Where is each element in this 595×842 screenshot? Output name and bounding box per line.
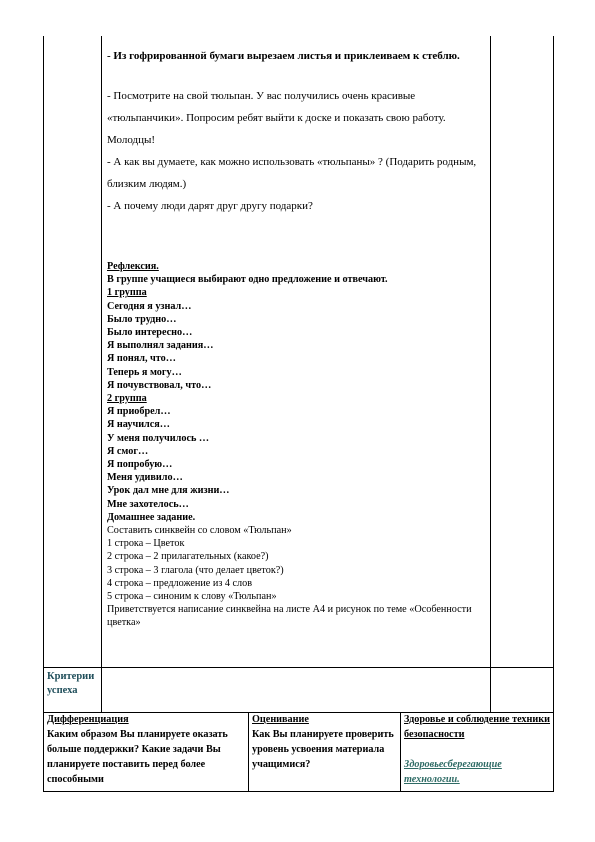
list-item: Сегодня я узнал… [107, 300, 192, 312]
lesson-paragraph: - А почему люди дарят друг другу подарки? [107, 200, 313, 212]
list-item: Я понял, что… [107, 353, 176, 365]
health-text: Здоровьесберегающие технологии. [404, 759, 502, 785]
evaluation-title: Оценивание [252, 714, 309, 725]
list-item: Я выполнял задания… [107, 340, 214, 352]
bottom-divider-2 [400, 712, 401, 792]
homework-line: 2 строка – 2 прилагательных (какое?) [107, 551, 269, 563]
list-item: Я почувствовал, что… [107, 379, 212, 391]
lesson-paragraph: - А как вы думаете, как можно использовать «тюльпаны» ? (Подарить родным, близким людям.) [107, 156, 477, 190]
list-item: Урок дал мне для жизни… [107, 485, 230, 497]
list-item: Я попробую… [107, 459, 173, 471]
table-bottom-border [43, 791, 554, 792]
health-title: Здоровье и соблюдение техники безопасности [404, 714, 551, 740]
list-item: Я приобрел… [107, 406, 171, 418]
homework-line: 3 строка – 3 глагола (что делает цветок?) [107, 564, 284, 576]
list-item: Было трудно… [107, 313, 177, 325]
list-item: У меня получилось … [107, 432, 210, 444]
homework-line: Составить синквейн со словом «Тюльпан» [107, 525, 292, 537]
differentiation-text: Каким образом Вы планируете оказать больше поддержки? Какие задачи Вы планируете поставить перед более способными [47, 729, 228, 785]
list-item: Было интересно… [107, 327, 193, 339]
list-item: Я смог… [107, 445, 149, 457]
reflection-title: Рефлексия. [107, 261, 159, 272]
group1-label: 1 группа [107, 287, 147, 299]
table-left-border [43, 36, 44, 792]
column-divider-1 [101, 36, 102, 712]
homework-line: 5 строка – синоним к слову «Тюльпан» [107, 591, 277, 603]
differentiation-cell [47, 712, 246, 787]
list-item: Мне захотелось… [107, 498, 189, 510]
list-item: Теперь я могу… [107, 366, 182, 378]
health-cell [404, 712, 550, 787]
evaluation-text: Как Вы планируете проверить уровень усвоения материала учащимися? [252, 729, 394, 770]
homework-title: Домашнее задание. [107, 511, 196, 523]
homework-line: 4 строка – предложение из 4 слов [107, 577, 253, 589]
homework-line: Приветствуется написание синквейна на листе А4 и рисунок по теме «Особенности цветка» [107, 604, 472, 629]
lesson-paragraph: - Посмотрите на свой тюльпан. У вас получились очень красивые «тюльпанчики». Попросим ребят выйти к доске и показать свою работу. Молодцы! [107, 90, 446, 146]
list-item: Меня удивило… [107, 472, 183, 484]
criteria-label: Критерии успеха [47, 671, 95, 696]
criteria-row-top [43, 667, 554, 668]
reflection-block [107, 260, 492, 630]
reflection-intro: В группе учащиеся выбирают одно предложение и отвечают. [107, 274, 388, 286]
differentiation-title: Дифференциация [47, 714, 129, 725]
evaluation-cell [252, 712, 397, 772]
lesson-instruction: - Из гофрированной бумаги вырезаем листья и приклеиваем к стеблю. [107, 50, 460, 62]
lesson-text-block [107, 44, 487, 217]
homework-line: 1 строка – Цветок [107, 538, 185, 550]
group2-label: 2 группа [107, 393, 147, 405]
bottom-divider-1 [248, 712, 249, 792]
table-right-border [553, 36, 554, 792]
list-item: Я научился… [107, 419, 170, 431]
